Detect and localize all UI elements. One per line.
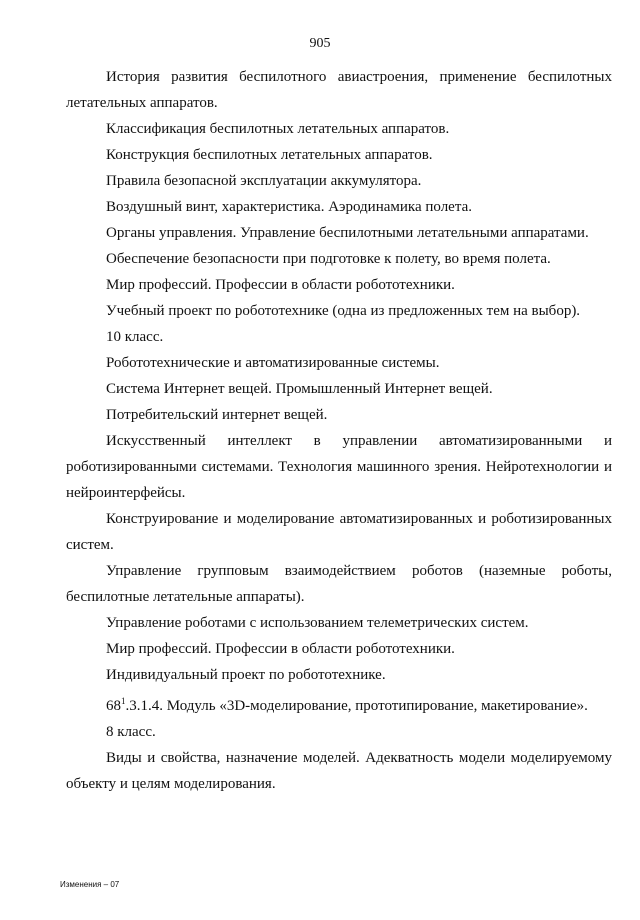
paragraph: Потребительский интернет вещей.: [106, 407, 328, 423]
grade-heading: 8 класс.: [106, 724, 156, 740]
paragraph: Управление групповым взаимодействием роботов (наземные роботы, беспилотные летательные аппараты).: [66, 563, 612, 605]
paragraph: Система Интернет вещей. Промышленный Интернет вещей.: [106, 381, 493, 397]
paragraph: Органы управления. Управление беспилотными летательными аппаратами.: [106, 225, 589, 241]
grade-heading: 10 класс.: [106, 329, 164, 345]
paragraph: Конструирование и моделирование автоматизированных и роботизированных систем.: [66, 511, 612, 553]
page-number: 905: [309, 36, 331, 51]
paragraph: Конструкция беспилотных летательных аппаратов.: [106, 147, 433, 163]
paragraph: История развития беспилотного авиастроения, применение беспилотных летательных аппаратов.: [66, 69, 612, 111]
paragraph: Классификация беспилотных летательных аппаратов.: [106, 121, 450, 137]
paragraph: Обеспечение безопасности при подготовке к полету, во время полета.: [106, 251, 551, 267]
footer-note: Изменения – 07: [60, 880, 120, 889]
paragraph: Мир профессий. Профессии в области робототехники.: [106, 277, 455, 293]
paragraph: Робототехнические и автоматизированные системы.: [106, 355, 440, 371]
paragraph: Воздушный винт, характеристика. Аэродинамика полета.: [106, 199, 472, 215]
section-heading: [66, 688, 612, 719]
document-body: [66, 64, 612, 797]
paragraph: Управление роботами с использованием телеметрических систем.: [106, 615, 529, 631]
paragraph: Учебный проект по робототехнике (одна из предложенных тем на выбор).: [106, 303, 581, 319]
section-superscript: 1: [121, 696, 126, 706]
paragraph: Индивидуальный проект по робототехнике.: [106, 667, 386, 683]
paragraph: Мир профессий. Профессии в области робототехники.: [106, 641, 455, 657]
paragraph: Правила безопасной эксплуатации аккумулятора.: [106, 173, 422, 189]
paragraph: Искусственный интеллект в управлении автоматизированными и роботизированными системами. Технология машинного зрения. Нейротехнологии и нейроинтерфейсы.: [66, 433, 612, 501]
paragraph: Виды и свойства, назначение моделей. Адекватность модели моделируемому объекту и целям моделирования.: [66, 750, 612, 792]
section-title: .3.1.4. Модуль «3D-моделирование, прототипирование, макетирование».: [125, 698, 588, 714]
section-number: 68: [106, 698, 121, 714]
